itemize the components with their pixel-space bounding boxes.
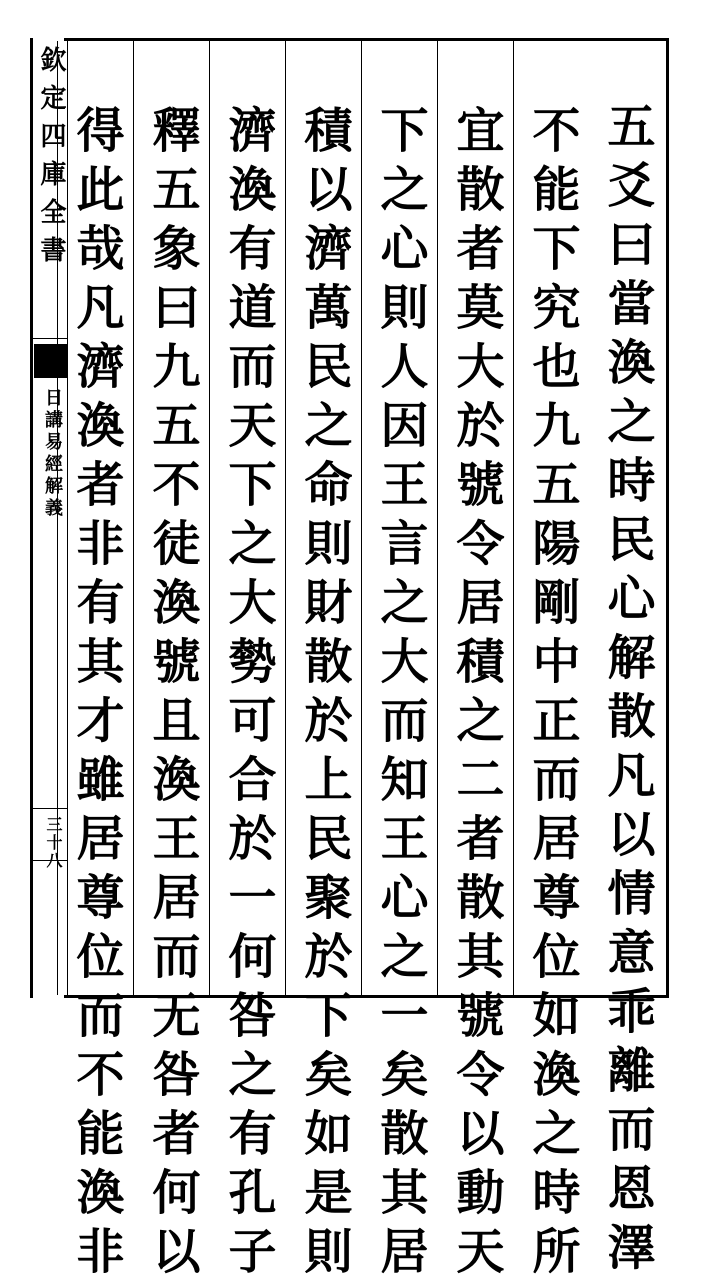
- column-text: 宜散者莫大於號令居積之二者散其號令以動天: [448, 105, 504, 1285]
- text-column: [285, 41, 361, 1285]
- book-title: 欽定四庫全書: [36, 46, 66, 274]
- column-text: 不能下究也九五陽剛中正而居尊位如渙之時所: [524, 105, 580, 1285]
- column-text: 濟渙有道而天下之大勢可合於一何咎之有孔子: [220, 105, 276, 1285]
- column-text: 積以濟萬民之命則財散於上民聚於下矣如是則: [296, 105, 352, 1285]
- text-column: [589, 41, 665, 1281]
- text-frame: [64, 38, 669, 1285]
- text-column: [513, 41, 589, 1285]
- chapter-title: 日講易經解義: [42, 388, 63, 520]
- column-text: 下之心則人因王言之大而知王心之一矣散其居: [372, 105, 428, 1285]
- column-text: 釋五象曰九五不徒渙號且渙王居而无咎者何以: [144, 105, 200, 1285]
- column-text: 得此哉凡濟渙者非有其才雖居尊位而不能渙非: [68, 105, 124, 1285]
- text-column: [57, 41, 133, 1285]
- page-number: 三十八: [44, 816, 63, 870]
- text-column: [361, 41, 437, 1285]
- text-column: [209, 41, 285, 1285]
- column-text: 五爻曰當渙之時民心解散凡以情意乖離而恩澤: [599, 101, 655, 1281]
- text-column: [133, 41, 209, 1285]
- text-column: [437, 41, 513, 1285]
